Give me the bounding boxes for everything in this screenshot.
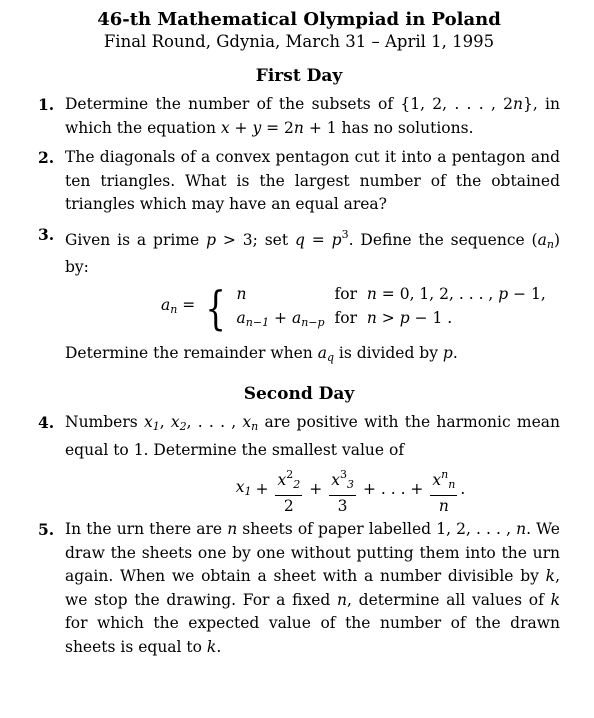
problem-text: The diagonals of a convex pentagon cut it into a pentagon and ten triangles. What is the largest number of the obtained triangles which may have an equal area? [65, 148, 560, 213]
problem-number: 5. [38, 520, 55, 539]
sequence-definition: $a_n$ = { n for n = 0, 1, 2, . . . , p − 1, $a_{n-1} + a_{n-p}$ for n > p − 1 . [161, 281, 546, 335]
expression: $x_1$ + $\frac{x^2_2}{2}$ + $\frac{x^3_3}{3}$ + . . . + $\frac{x^n_n}{n}$ . [141, 462, 560, 518]
problem-5 [38, 518, 560, 659]
problem-text: Given is a prime p > 3; set $q = p^3$. Define the sequence $(a_n)$ by: $a_n$ = { n for n = 0, 1, 2, . . . , p − 1, $a_{n-1} + a_{n-p}$ for n > p − 1 . Determine the remainder when $a_q$ is divided by p. [65, 227, 561, 364]
problem-number: 1. [38, 95, 55, 114]
day-heading-second: Second Day [243, 384, 355, 404]
problem-text: Numbers $x_1$, $x_2$, . . . , $x_n$ are positive with the harmonic mean equal to 1. Determine the smallest value of $x_1$ + $\frac{x^2_2}{2}$ + $\frac{x^3_3}{3}$ + . . . + $\frac{x^n_n}{n}$ . [65, 411, 560, 518]
problem-4 [38, 411, 560, 518]
problem-2 [38, 146, 560, 217]
problem-text: In the urn there are n sheets of paper labelled 1, 2, . . . , n. We draw the sheets one by one without putting them into the urn again. When we obtain a sheet with a number divisible by k, we stop the drawing. For a fixed n, determine all values of k for which the expected value of the number of the drawn sheets is equal to k. [65, 520, 560, 656]
day-heading-first: First Day [255, 66, 343, 86]
problem-3 [38, 223, 560, 370]
page-subtitle: Final Round, Gdynia, March 31 – April 1, 1995 [103, 32, 495, 51]
problem-1 [38, 93, 560, 140]
document-page [38, 0, 560, 659]
problem-text: Determine the number of the subsets of {1, 2, . . . , 2n}, in which the equation x + y = 2n + 1 has no solutions. [65, 95, 561, 137]
problem-number: 4. [38, 413, 55, 432]
problem-number: 3. [38, 224, 55, 244]
problem-number: 2. [38, 148, 55, 167]
page-title: 46-th Mathematical Olympiad in Poland [97, 9, 501, 30]
